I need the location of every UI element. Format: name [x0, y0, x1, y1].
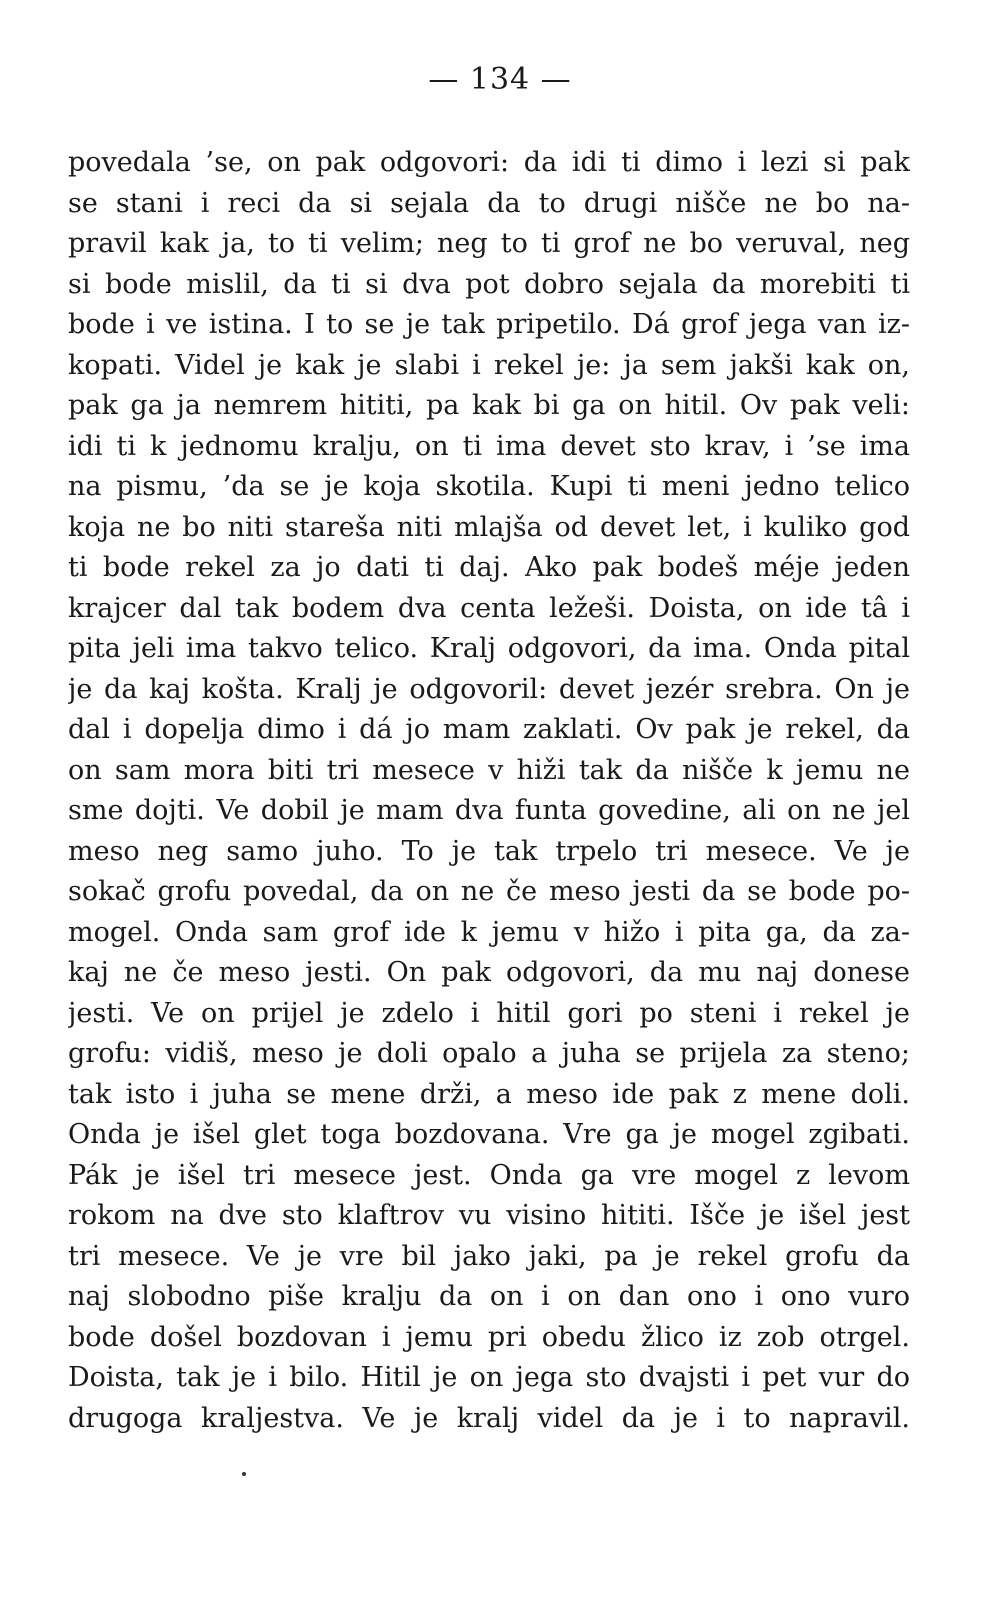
- text-line: koja ne bo niti stareša niti mlajša od devet let, i kuliko god: [68, 511, 910, 543]
- text-line: Pák je išel tri mesece jest. Onda ga vre mogel z levom: [68, 1159, 910, 1191]
- text-line: krajcer dal tak bodem dva centa ležeši. Doista, on ide tâ i: [68, 592, 910, 624]
- text-line: kaj ne če meso jesti. On pak odgovori, da mu naj donese: [68, 957, 910, 988]
- text-line: tri mesece. Ve je vre bil jako jaki, pa je rekel grofu da: [68, 1240, 910, 1272]
- body-text: [68, 143, 910, 1439]
- text-line: na pismu, ’da se je koja skotila. Kupi ti meni jedno telico: [68, 471, 910, 502]
- text-line: mogel. Onda sam grof ide k jemu v hižo i pita ga, da za-: [68, 916, 910, 948]
- text-line: je da kaj košta. Kralj je odgovoril: devet jezér srebra. On je: [68, 673, 910, 705]
- page-number: — 134 —: [428, 62, 572, 97]
- text-line: rokom na dve sto klaftrov vu visino hititi. Išče je išel jest: [68, 1200, 910, 1231]
- text-line: pravil kak ja, to ti velim; neg to ti grof ne bo veruval, neg: [68, 228, 910, 259]
- text-line: bode i ve istina. I to se je tak pripetilo. Dá grof jega van iz-: [68, 309, 910, 340]
- text-line: pita jeli ima takvo telico. Kralj odgovori, da ima. Onda pital: [68, 633, 910, 664]
- text-line: pak ga ja nemrem hititi, pa kak bi ga on hitil. Ov pak veli:: [68, 390, 910, 421]
- text-line: naj slobodno piše kralju da on i on dan ono i ono vuro: [68, 1281, 910, 1312]
- text-line: on sam mora biti tri mesece v hiži tak da nišče k jemu ne: [68, 754, 910, 786]
- text-line: dal i dopelja dimo i dá jo mam zaklati. Ov pak je rekel, da: [68, 714, 910, 745]
- text-line: Doista, tak je i bilo. Hitil je on jega sto dvajsti i pet vur do: [68, 1362, 910, 1393]
- text-line: jesti. Ve on prijel je zdelo i hitil gori po steni i rekel je: [68, 997, 910, 1029]
- text-line: Onda je išel glet toga bozdovana. Vre ga je mogel zgibati.: [68, 1119, 910, 1150]
- text-line: povedala ’se, on pak odgovori: da idi ti dimo i lezi si pak: [68, 147, 910, 178]
- text-line: drugoga kraljestva. Ve je kralj videl da je i to napravil.: [68, 1402, 910, 1434]
- text-line: idi ti k jednomu kralju, on ti ima devet sto krav, i ’se ima: [68, 430, 910, 462]
- text-line: kopati. Videl je kak je slabi i rekel je: ja sem jakši kak on,: [68, 349, 910, 381]
- text-line: sme dojti. Ve dobil je mam dva funta govedine, ali on ne jel: [68, 795, 910, 826]
- text-line: meso neg samo juho. To je tak trpelo tri mesece. Ve je: [68, 835, 910, 867]
- text-line: si bode mislil, da ti si dva pot dobro sejala da morebiti ti: [68, 268, 910, 300]
- text-line: grofu: vidiš, meso je doli opalo a juha se prijela za steno;: [68, 1038, 910, 1069]
- text-line: ti bode rekel za jo dati ti daj. Ako pak bodeš méje jeden: [68, 552, 910, 583]
- text-line: sokač grofu povedal, da on ne če meso jesti da se bode po-: [68, 876, 910, 907]
- text-line: bode došel bozdovan i jemu pri obedu žlico iz zob otrgel.: [68, 1321, 910, 1353]
- text-line: tak isto i juha se mene drži, a meso ide pak z mene doli.: [68, 1078, 910, 1110]
- text-line: se stani i reci da si sejala da to drugi nišče ne bo na-: [68, 187, 910, 219]
- print-speck: [242, 1472, 246, 1476]
